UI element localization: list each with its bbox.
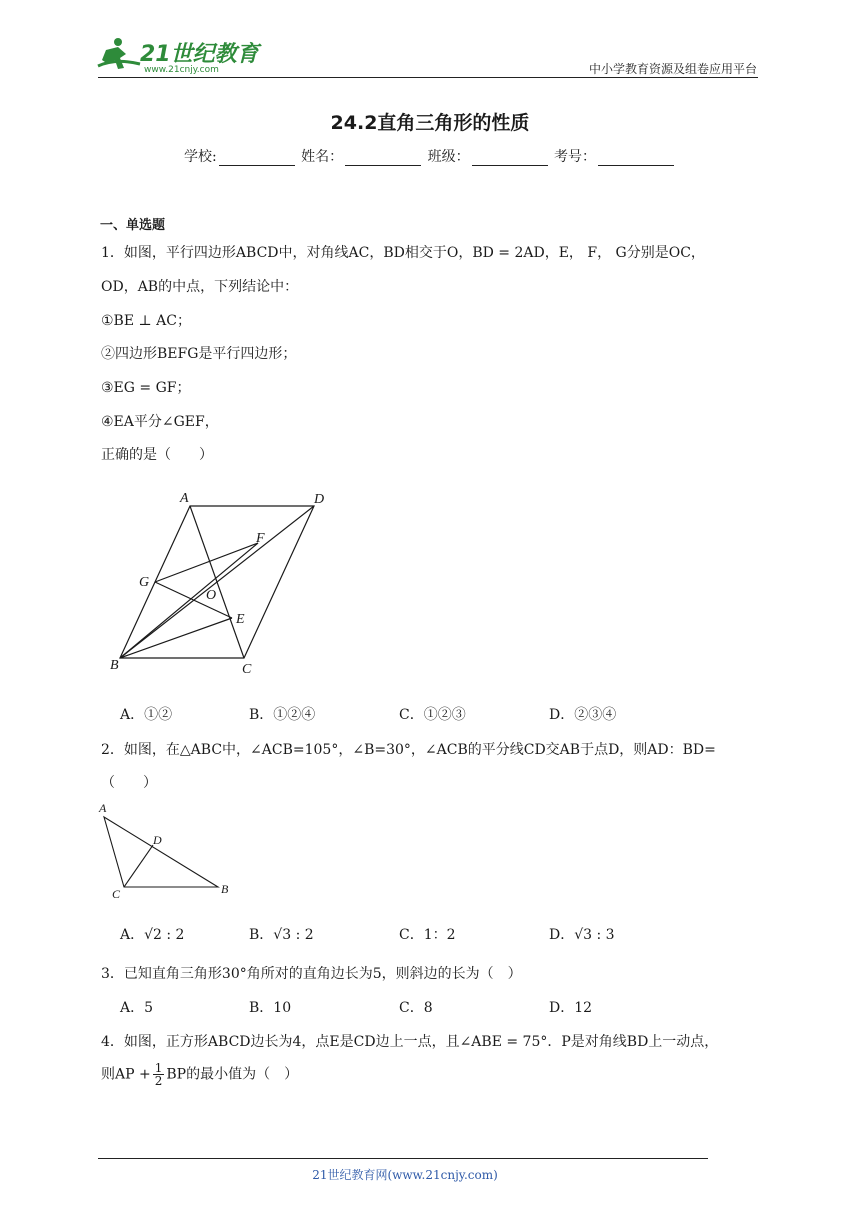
q4-frac-num: 1 xyxy=(154,1061,163,1075)
q2-triangle-figure xyxy=(96,800,236,900)
label-A: A xyxy=(180,491,189,506)
q3-option-b[interactable]: B．10 xyxy=(249,1000,292,1016)
logo-text: 21世纪教育 xyxy=(140,42,259,67)
logo-url: www.21cnjy.com xyxy=(144,65,219,74)
q1-stem-line2: OD，AB的中点，下列结论中： xyxy=(101,279,299,295)
label-F: F xyxy=(256,531,265,546)
platform-name: 中小学教育资源及组卷应用平台 xyxy=(588,62,757,76)
exam-no-label: 考号： xyxy=(554,149,597,165)
q1-statement-4: ④EA平分∠GEF， xyxy=(101,414,219,430)
runner-icon xyxy=(98,38,140,69)
q1-parallelogram-figure xyxy=(108,486,338,678)
footer-divider xyxy=(98,1158,708,1159)
q4-stem-pre: 则AP + xyxy=(101,1066,151,1083)
label-C2: C xyxy=(112,887,121,900)
q2-stem-line2: （ ） xyxy=(101,775,157,791)
q2-option-d[interactable]: D．√3 : 3 xyxy=(549,927,615,943)
label-D: D xyxy=(314,492,325,507)
section-heading: 一、单选题 xyxy=(100,218,166,233)
class-label: 班级： xyxy=(427,149,470,165)
q1-statement-3: ③EG = GF； xyxy=(101,380,191,396)
q2-option-c[interactable]: C．1：2 xyxy=(399,927,456,943)
q4-stem-post: BP的最小值为（ ） xyxy=(166,1066,299,1083)
label-B2: B xyxy=(221,882,229,896)
class-blank[interactable] xyxy=(472,151,548,166)
school-label: 学校: xyxy=(183,149,217,165)
school-blank[interactable] xyxy=(219,151,295,166)
site-logo xyxy=(96,36,266,74)
q1-prompt: 正确的是（ ） xyxy=(101,447,213,463)
label-B: B xyxy=(110,658,119,673)
q3-option-a[interactable]: A．5 xyxy=(120,1000,154,1016)
q1-option-d[interactable]: D．②③④ xyxy=(549,707,617,723)
label-A2: A xyxy=(99,801,107,815)
q4-frac-den: 2 xyxy=(154,1074,163,1088)
q1-statement-2: ②四边形BEFG是平行四边形； xyxy=(101,346,297,362)
q3-stem: 3．已知直角三角形30°角所对的直角边长为5，则斜边的长为（ ） xyxy=(101,966,522,982)
name-blank[interactable] xyxy=(345,151,421,166)
q2-stem-line1: 2．如图，在△ABC中，∠ACB=105°，∠B=30°，∠ACB的平分线CD交AB于点D，则AD：BD= xyxy=(101,742,716,758)
label-G: G xyxy=(139,575,150,590)
q4-stem-line2 xyxy=(101,1062,298,1087)
q1-option-a[interactable]: A．①② xyxy=(120,707,173,723)
label-O: O xyxy=(206,588,217,603)
label-D2: D xyxy=(153,833,162,847)
q4-stem-line1: 4．如图，正方形ABCD边长为4，点E是CD边上一点，且∠ABE = 75°．P是对角线BD上一动点， xyxy=(101,1034,719,1050)
student-info xyxy=(0,146,860,166)
label-C: C xyxy=(242,662,252,677)
header-divider xyxy=(98,77,758,78)
q1-option-b[interactable]: B．①②④ xyxy=(249,707,316,723)
name-label: 姓名： xyxy=(301,149,344,165)
q1-stem-line1: 1．如图，平行四边形ABCD中，对角线AC，BD相交于O，BD = 2AD，E， F， G分别是OC， xyxy=(101,245,705,261)
footer-text[interactable]: 21世纪教育网(www.21cnjy.com) xyxy=(312,1168,498,1182)
q2-option-b[interactable]: B．√3 : 2 xyxy=(249,927,314,943)
label-E: E xyxy=(236,612,245,627)
q3-option-d[interactable]: D．12 xyxy=(549,1000,593,1016)
q4-fraction xyxy=(153,1062,165,1087)
q1-option-c[interactable]: C．①②③ xyxy=(399,707,466,723)
q1-statement-1: ①BE ⊥ AC； xyxy=(101,313,191,329)
page-title: 24.2直角三角形的性质 xyxy=(330,112,530,134)
q3-option-c[interactable]: C．8 xyxy=(399,1000,433,1016)
q2-option-a[interactable]: A．√2 : 2 xyxy=(120,927,185,943)
exam-no-blank[interactable] xyxy=(598,151,674,166)
